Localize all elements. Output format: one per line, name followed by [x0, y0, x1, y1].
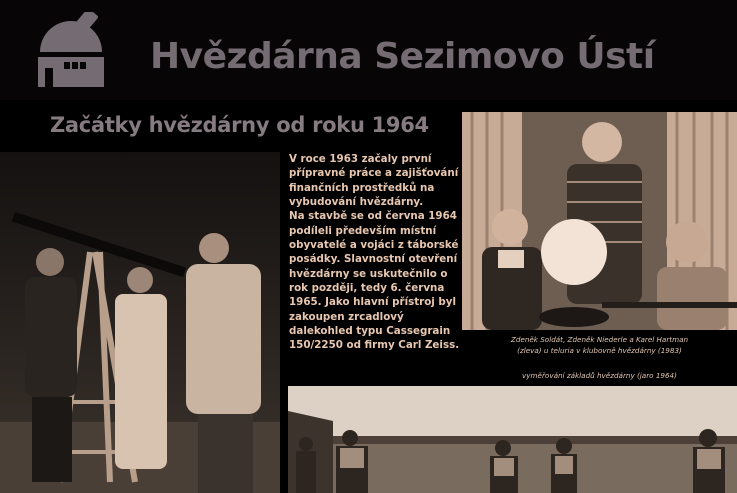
trio-caption-line-2: (zleva) u teluria v klubovně hvězdárny (1983) [517, 346, 682, 355]
trio-caption-line-1: Zdeněk Soldát, Zdeněk Niederle a Karel Hartman [510, 335, 689, 344]
trio-photo-caption [462, 334, 737, 356]
page-header [0, 0, 737, 100]
field-photo-caption: vyměřování základů hvězdárny (jaro 1964) [522, 371, 677, 380]
article-paragraph-2: Na stavbě se od června 1964 podíleli především místní obyvatelé a vojáci z táborské posádky. Slavnostní otevření hvězdárny se uskutečnilo o rok později, tedy 6. června 1965. Jako hlavní přístroj byl zakoupen zrcadlový dalekohled typu Cassegrain 150/2250 od firmy Carl Zeiss. [289, 210, 460, 352]
trio-photo-image [462, 112, 737, 330]
field-photo-image [288, 386, 737, 493]
telescope-photo-image [0, 152, 280, 493]
trio-photo [462, 112, 737, 330]
field-photo [288, 386, 737, 493]
observatory-dome-icon[interactable] [30, 12, 112, 88]
telescope-photo [0, 152, 280, 493]
site-title[interactable]: Hvězdárna Sezimovo Ústí [150, 36, 655, 77]
article-paragraph-1: V roce 1963 začaly první přípravné práce a zajišťování finančních prostředků na vybudování hvězdárny. [289, 153, 459, 209]
section-heading: Začátky hvězdárny od roku 1964 [50, 113, 429, 137]
history-article [289, 152, 461, 353]
